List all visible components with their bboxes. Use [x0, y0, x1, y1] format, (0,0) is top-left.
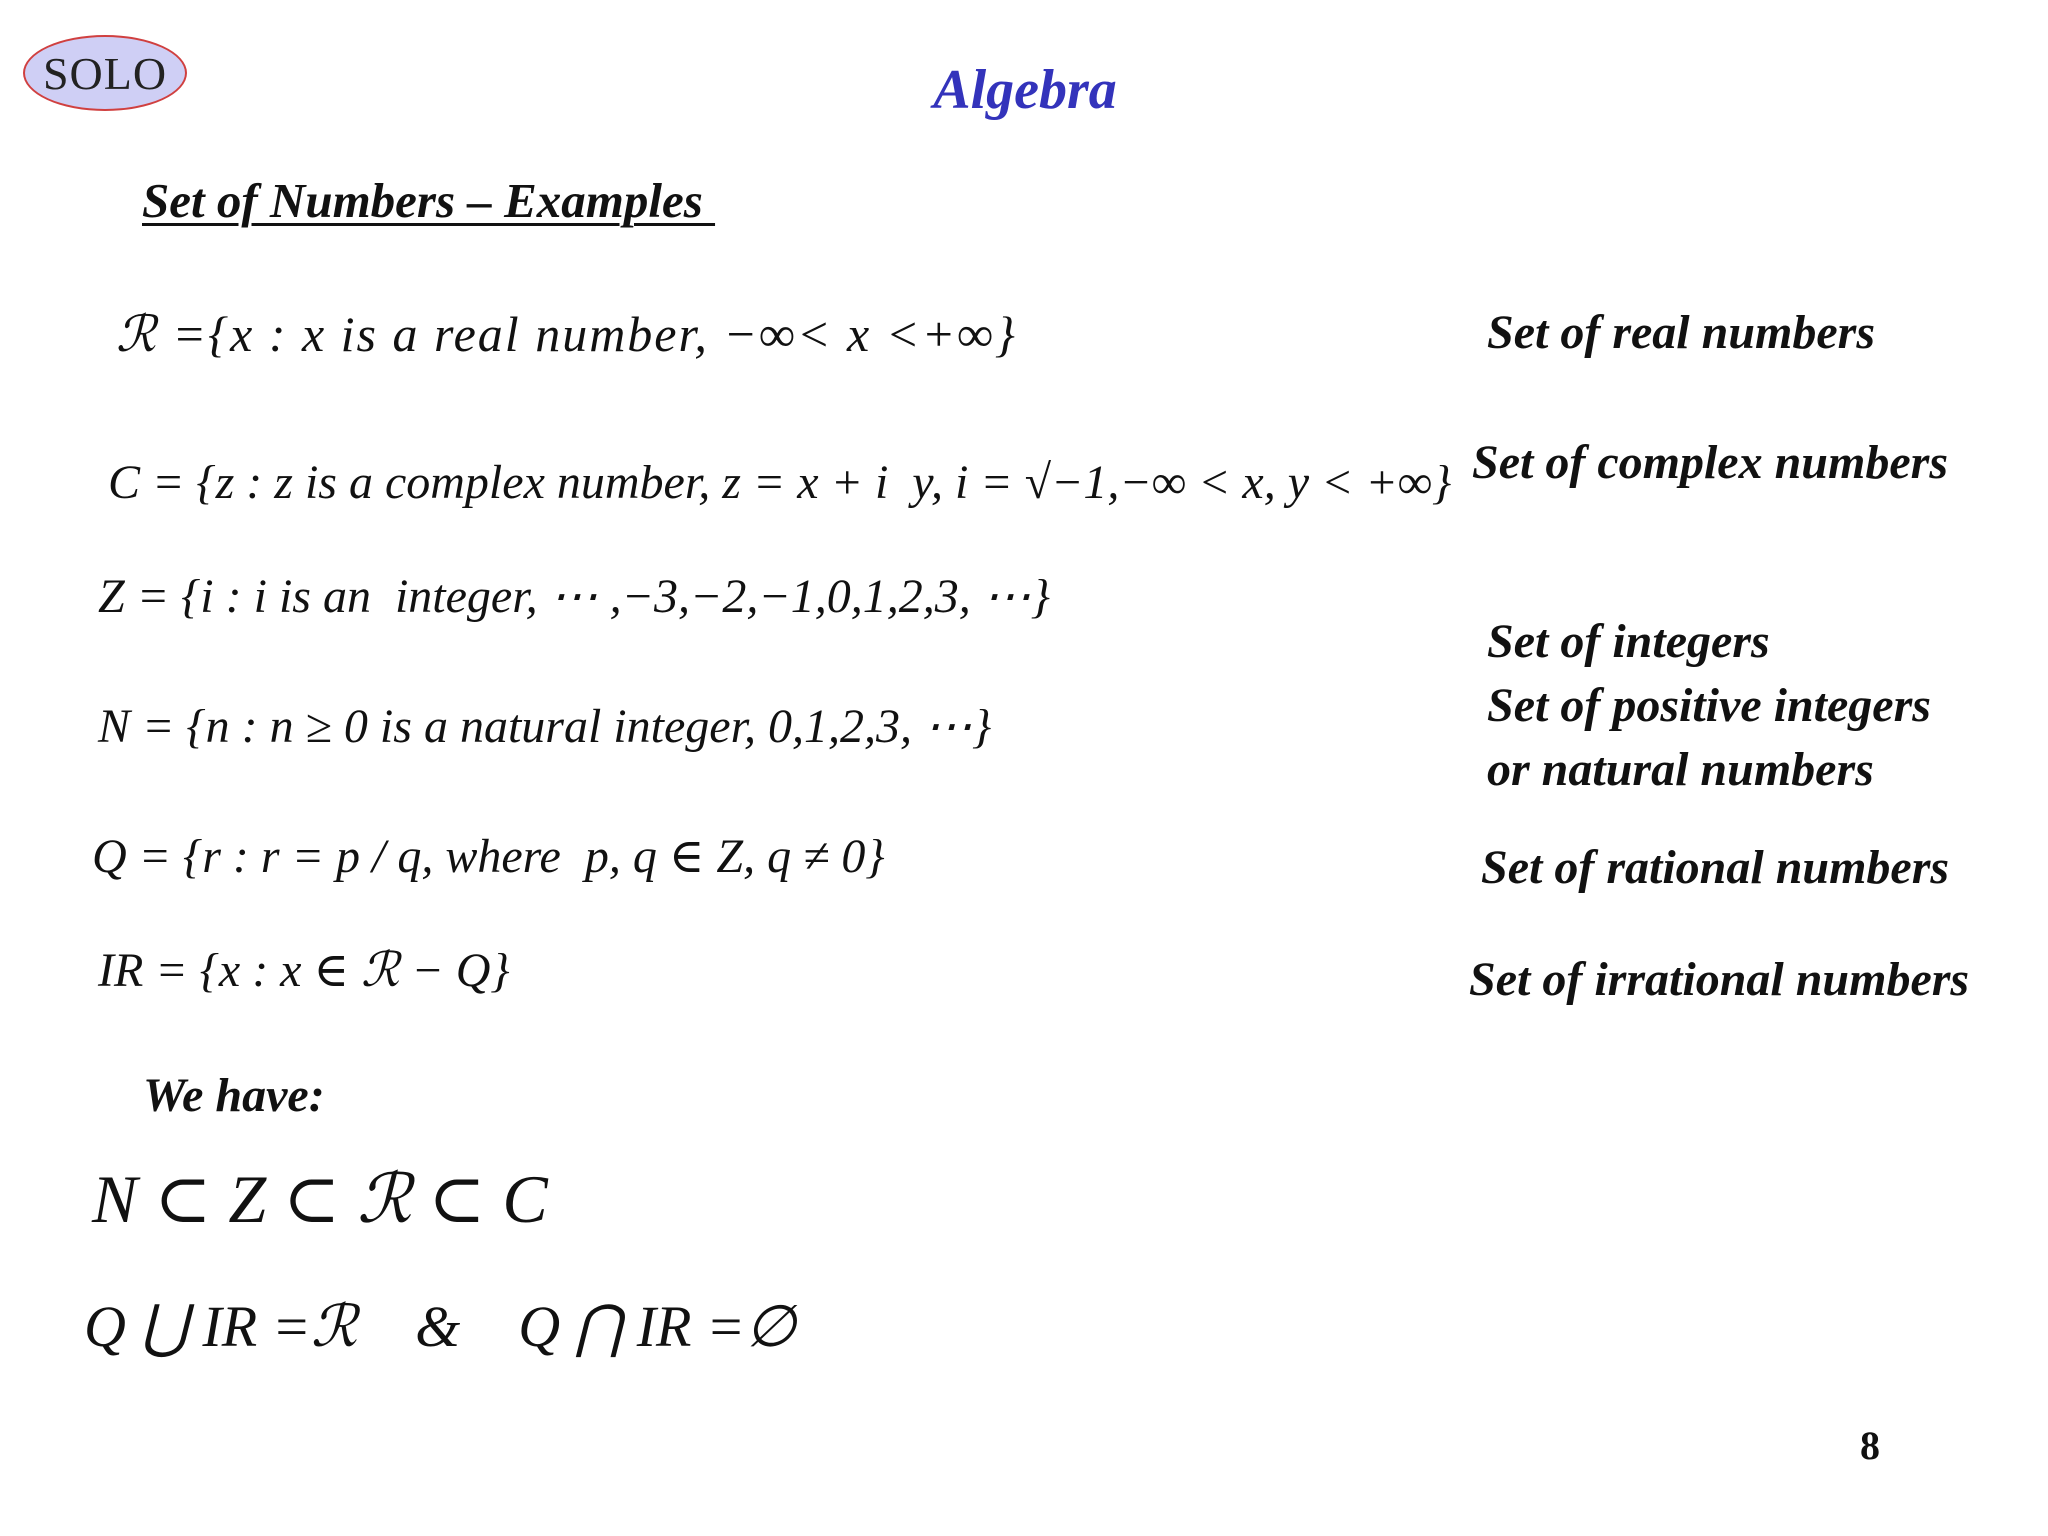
- desc-real-numbers: Set of real numbers: [1487, 306, 1876, 359]
- desc-integers: Set of integers: [1487, 615, 1770, 668]
- formula-real-numbers: ℛ ={x : x is a real number, −∞< x <+∞}: [116, 306, 1017, 362]
- page-title: Algebra: [933, 59, 1117, 121]
- formula-natural-numbers: N = {n : n ≥ 0 is a natural integer, 0,1,2,3, ⋯}: [98, 700, 992, 753]
- desc-irrational-numbers: Set of irrational numbers: [1469, 953, 1970, 1006]
- formula-integers: Z = {i : i is an integer, ⋯ ,−3,−2,−1,0,1,2,3, ⋯}: [98, 570, 1050, 623]
- formula-complex-numbers: C = {z : z is a complex number, z = x + i y, i = √−1,−∞ < x, y < +∞}: [108, 456, 1452, 509]
- solo-badge: [23, 35, 187, 111]
- union-intersection-formula: Q ⋃ IR =ℛ & Q ⋂ IR =∅: [84, 1294, 796, 1359]
- we-have-label: We have:: [143, 1069, 325, 1122]
- solo-badge-label: SOLO: [42, 47, 168, 99]
- subset-chain-formula: N ⊂ Z ⊂ ℛ ⊂ C: [92, 1161, 548, 1237]
- desc-positive-integers: Set of positive integers: [1487, 679, 1931, 732]
- desc-complex-numbers: Set of complex numbers: [1472, 436, 1948, 489]
- formula-irrational-numbers: IR = {x : x ∈ ℛ − Q}: [98, 944, 510, 997]
- desc-rational-numbers: Set of rational numbers: [1481, 841, 1950, 894]
- page-number: 8: [1860, 1423, 1880, 1468]
- section-subtitle: Set of Numbers – Examples: [142, 173, 716, 228]
- formula-rational-numbers: Q = {r : r = p / q, where p, q ∈ Z, q ≠ 0}: [92, 830, 885, 883]
- desc-natural-numbers: or natural numbers: [1487, 743, 1874, 796]
